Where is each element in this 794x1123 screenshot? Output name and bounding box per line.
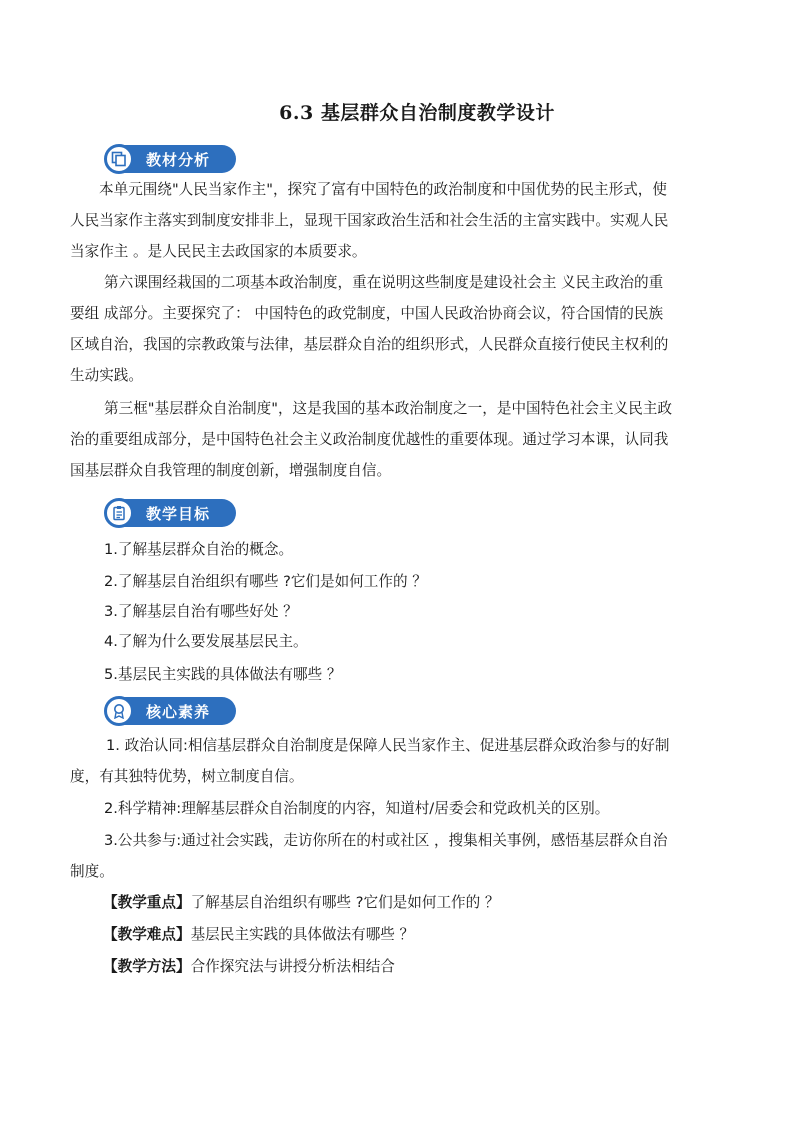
text-line: 1. 政治认同:相信基层群众自治制度是保障人民当家作主、促进基层群众政治参与的好制: [106, 737, 670, 754]
analysis-paragraph-3: [70, 393, 724, 486]
key-point-text: 了解基层自治组织有哪些 ?它们是如何工作的 ？: [190, 894, 500, 911]
text-line: 要组 成部分。主要探究了： 中国特色的政党制度，中国人民政治协商会议，符合国情的民族: [70, 305, 664, 322]
literacy-paragraph-3: [70, 825, 724, 887]
section-heading: 教材分析: [146, 150, 211, 169]
key-point-text: 合作探究法与讲授分析法相结合: [190, 958, 395, 975]
text-line: 区域自治，我国的宗教政策与法律，基层群众自治的组织形式，人民群众直接行使民主权利的: [70, 336, 669, 353]
text-line: 治的重要组成部分，是中国特色社会主义政治制度优越性的重要体现。通过学习本课，认同我: [70, 431, 669, 448]
section-heading: 教学目标: [146, 504, 211, 523]
list-item: 5.基层民主实践的具体做法有哪些 ？: [104, 666, 342, 683]
document-stack-icon: [104, 144, 134, 174]
document-title: 6.3 基层群众自治制度教学设计: [279, 102, 555, 124]
key-point-label: 【教学重点】: [103, 894, 191, 911]
list-item: 1.了解基层群众自治的概念。: [104, 541, 294, 558]
text-line: 制度。: [70, 863, 114, 880]
key-point-difficulty: [103, 923, 414, 944]
text-line: 本单元围绕"人民当家作主"，探究了富有中国特色的政治制度和中国优势的民主形式，使: [99, 181, 667, 198]
text-line: 第六课围经栽国的二项基本政治制度，重在说明这些制度是建设社会主 义民主政治的重: [104, 274, 664, 291]
section-heading: 核心素养: [146, 702, 211, 721]
literacy-paragraph-1: [70, 730, 724, 792]
key-point-method: [103, 955, 395, 976]
key-point-text: 基层民主实践的具体做法有哪些 ？: [190, 926, 415, 943]
list-item: 2.了解基层自治组织有哪些 ?它们是如何工作的 ？: [104, 573, 427, 590]
section-banner-literacy: [104, 694, 210, 728]
section-banner-analysis: [104, 142, 210, 176]
analysis-paragraph-1: [70, 174, 724, 267]
list-item: 3.了解基层自治有哪些好处 ？: [104, 603, 298, 620]
text-line: 当家作主 。是人民民主去政国家的本质要求。: [70, 243, 367, 260]
key-point-focus: [103, 891, 499, 912]
award-ribbon-icon: [104, 696, 134, 726]
list-item: 4.了解为什么要发展基层民主。: [104, 633, 308, 650]
key-point-label: 【教学难点】: [103, 926, 191, 943]
text-line: 生动实践。: [70, 367, 143, 384]
clipboard-checklist-icon: [104, 498, 134, 528]
text-line: 第三框"基层群众自治制度"，这是我国的基本政治制度之一，是中国特色社会主义民主政: [104, 400, 672, 417]
text-line: 度，有其独特优势，树立制度自信。: [70, 768, 304, 785]
text-line: 2.科学精神:理解基层群众自治制度的内容，知道村/居委会和党政机关的区别。: [104, 800, 610, 817]
text-line: 国基层群众自我管理的制度创新，增强制度自信。: [70, 462, 392, 479]
literacy-paragraph-2: [70, 793, 724, 824]
text-line: 3.公共参与:通过社会实践，走访你所在的村或社区 ，搜集相关事例，感悟基层群众自治: [104, 832, 668, 849]
text-line: 人民当家作主落实到制度安排非上，显现干国家政治生活和社会生活的主富实践中。实观人民: [70, 212, 669, 229]
section-banner-objectives: [104, 496, 210, 530]
key-point-label: 【教学方法】: [103, 958, 191, 975]
analysis-paragraph-2: [70, 267, 724, 391]
